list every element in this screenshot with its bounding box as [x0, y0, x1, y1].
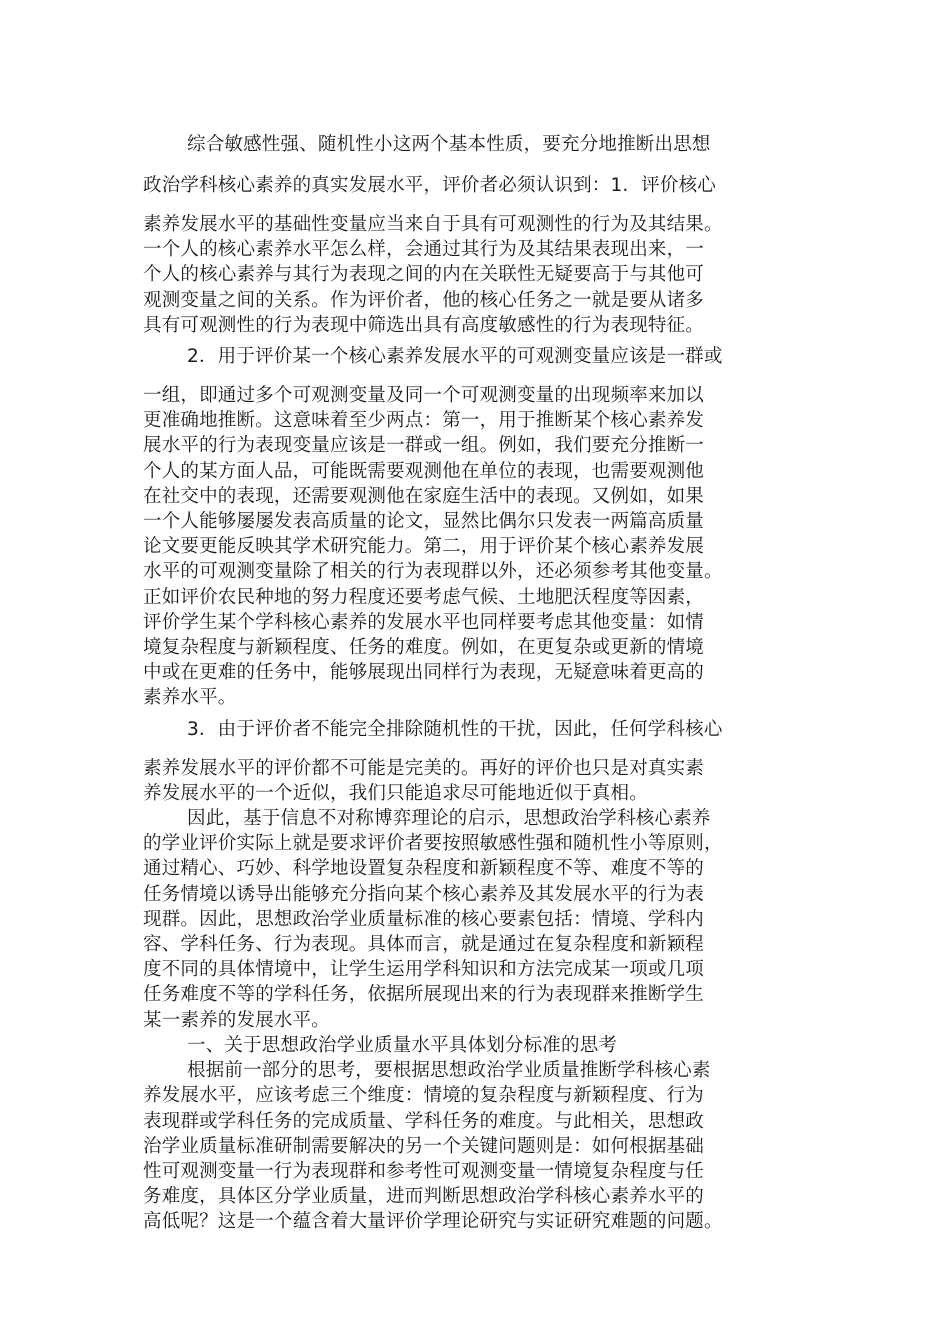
section-heading [143, 1033, 807, 1058]
text-line: 政治学科核心素养的真实发展水平，评价者必须认识到：1．评价核心 [143, 175, 716, 196]
text-line: 因此，基于信息不对称博弈理论的启示，思想政治学科核心素养 [187, 808, 711, 830]
text-line: 素养发展水平的基础性变量应当来自于具有可观测性的行为及其结果。 [143, 214, 723, 235]
text-line: 养发展水平的一个近似，我们只能追求尽可能地近似于真相。 [143, 782, 648, 804]
text-line: 现群。因此，思想政治学业质量标准的核心要素包括：情境、学科内 [143, 908, 705, 930]
text-line: 正如评价农民种地的努力程度还要考虑气候、土地肥沃程度等因素， [143, 586, 705, 608]
text-line: 性可观测变量一行为表现群和参考性可观测变量一情境复杂程度与任 [143, 1160, 705, 1182]
document-body [143, 124, 807, 1235]
text-line: 3．由于评价者不能完全排除随机性的干扰，因此，任何学科核心 [187, 718, 723, 740]
text-line: 在社交中的表现，还需要观测他在家庭生活中的表现。又例如，如果 [143, 485, 705, 507]
text-line: 观测变量之间的关系。作为评价者，他的核心任务之一就是要从诸多 [143, 289, 705, 311]
text-line: 评价学生某个学科核心素养的发展水平也同样要考虑其他变量：如情 [143, 611, 705, 633]
text-line: 一个人能够屡屡发表高质量的论文，显然比偶尔只发表一两篇高质量 [143, 511, 705, 533]
text-line: 个人的核心素养与其行为表现之间的内在关联性无疑要高于与其他可 [143, 264, 705, 286]
text-line: 根据前一部分的思考，要根据思想政治学业质量推断学科核心素 [187, 1060, 711, 1082]
paragraph-1 [143, 124, 807, 338]
paragraph-3 [143, 709, 807, 806]
text-line: 展水平的行为表现变量应该是一群或一组。例如，我们要充分推断一 [143, 435, 705, 457]
text-line: 的学业评价实际上就是要求评价者要按照敏感性强和随机性小等原则， [143, 833, 723, 855]
text-line: 个人的某方面人品，可能既需要观测他在单位的表现，也需要观测他 [143, 460, 705, 482]
text-line: 综合敏感性强、随机性小这两个基本性质，要充分地推断出思想 [187, 134, 711, 155]
text-line: 某一素养的发展水平。 [143, 1009, 331, 1031]
text-line: 表现群或学科任务的完成质量、学科任务的难度。与此相关，思想政 [143, 1110, 705, 1132]
text-line: 中或在更难的任务中，能够展现出同样行为表现，无疑意味着更高的 [143, 662, 705, 684]
text-line: 素养水平。 [143, 687, 237, 709]
text-line: 务难度，具体区分学业质量，进而判断思想政治学科核心素养水平的 [143, 1186, 705, 1208]
text-line: 素养发展水平的评价都不可能是完美的。再好的评价也只是对真实素 [143, 757, 705, 779]
text-line: 具有可观测性的行为表现中筛选出具有高度敏感性的行为表现特征。 [143, 314, 705, 336]
text-line: 水平的可观测变量除了相关的行为表现群以外，还必须参考其他变量。 [143, 561, 723, 583]
text-line: 任务难度不等的学科任务，依据所展现出来的行为表现群来推断学生 [143, 984, 705, 1006]
text-line: 任务情境以诱导出能够充分指向某个核心素养及其发展水平的行为表 [143, 883, 705, 905]
paragraph-4 [143, 806, 807, 1033]
text-line: 养发展水平，应该考虑三个维度：情境的复杂程度与新颖程度、行为 [143, 1085, 705, 1107]
text-line: 论文要更能反映其学术研究能力。第二，用于评价某个核心素养发展 [143, 536, 705, 558]
text-line: 高低呢？这是一个蕴含着大量评价学理论研究与实证研究难题的问题。 [143, 1211, 723, 1233]
text-line: 容、学科任务、行为表现。具体而言，就是通过在复杂程度和新颖程 [143, 934, 705, 956]
text-line: 一个人的核心素养水平怎么样，会通过其行为及其结果表现出来，一 [143, 239, 705, 261]
text-line: 一组，即通过多个可观测变量及同一个可观测变量的出现频率来加以 [143, 385, 705, 407]
paragraph-6 [143, 1058, 807, 1234]
text-line: 度不同的具体情境中，让学生运用学科知识和方法完成某一项或几项 [143, 959, 705, 981]
text-line: 通过精心、巧妙、科学地设置复杂程度和新颖程度不等、难度不等的 [143, 858, 705, 880]
paragraph-2 [143, 336, 807, 711]
text-line: 境复杂程度与新颖程度、任务的难度。例如，在更复杂或更新的情境 [143, 637, 705, 659]
text-line: 更准确地推断。这意味着至少两点：第一，用于推断某个核心素养发 [143, 410, 705, 432]
text-line: 2．用于评价某一个核心素养发展水平的可观测变量应该是一群或 [187, 346, 723, 368]
text-line: 治学业质量标准研制需要解决的另一个关键问题则是：如何根据基础 [143, 1135, 705, 1157]
heading-text: 一、关于思想政治学业质量水平具体划分标准的思考 [187, 1034, 618, 1056]
